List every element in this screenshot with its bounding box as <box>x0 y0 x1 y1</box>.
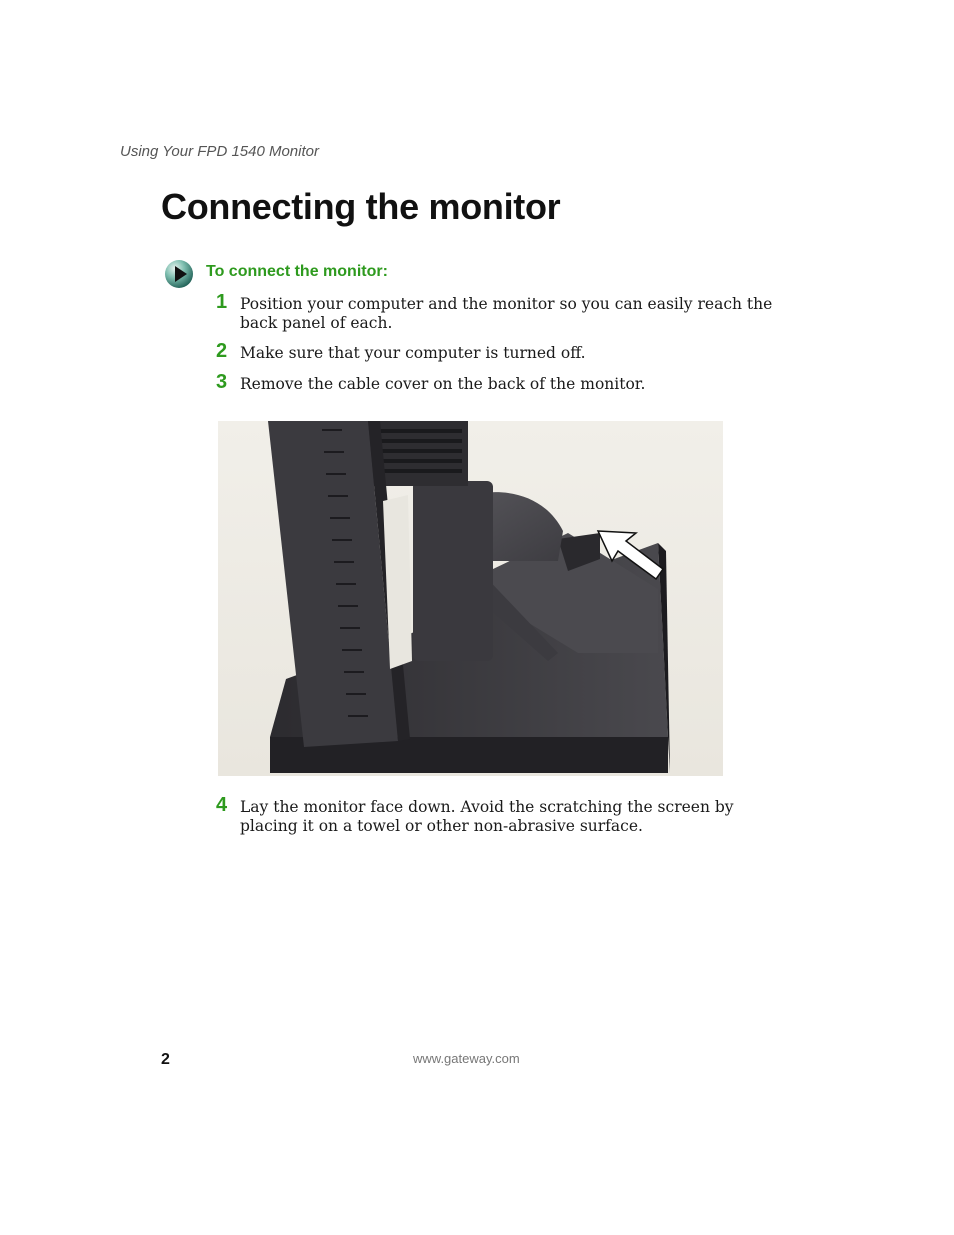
step-number: 1 <box>216 291 228 313</box>
procedure-heading: To connect the monitor: <box>206 263 388 280</box>
monitor-cable-cover-photo <box>218 421 723 776</box>
page-title: Connecting the monitor <box>161 186 561 227</box>
play-arrow-icon <box>164 259 194 289</box>
footer-url[interactable]: www.gateway.com <box>413 1051 520 1066</box>
step-number: 2 <box>216 340 228 362</box>
step-text: Position your computer and the monitor so you can easily reach the back panel of each. <box>240 295 773 332</box>
step-text: Lay the monitor face down. Avoid the scratching the screen by placing it on a towel or other non-abrasive surface. <box>240 798 734 835</box>
step-text: Make sure that your computer is turned off. <box>240 344 586 362</box>
step-number: 3 <box>216 371 228 393</box>
running-head: Using Your FPD 1540 Monitor <box>120 143 319 160</box>
step-text: Remove the cable cover on the back of the monitor. <box>240 375 646 393</box>
page-number: 2 <box>161 1051 170 1068</box>
step-number: 4 <box>216 794 228 816</box>
